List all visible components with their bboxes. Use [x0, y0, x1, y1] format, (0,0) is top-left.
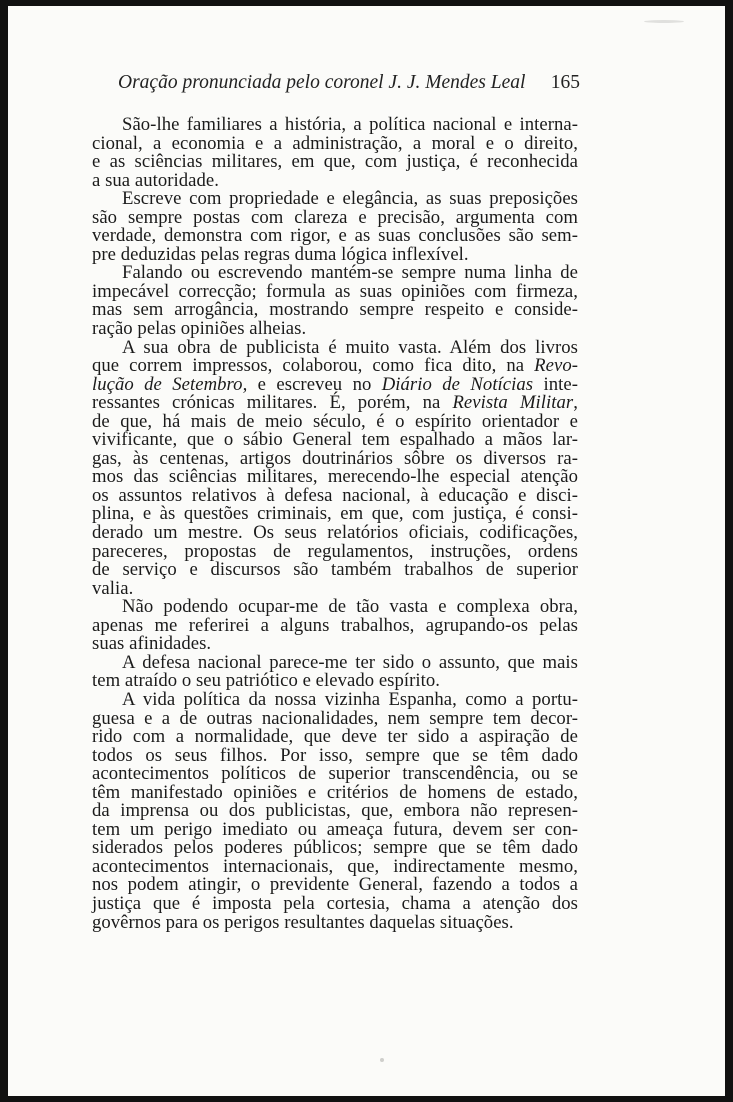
- text-line: os assuntos relativos à defesa nacional, à educação e disci-: [92, 484, 578, 506]
- text-line: da imprensa ou dos publicistas, que, embora não represen-: [92, 800, 578, 822]
- page-number: 165: [550, 72, 580, 93]
- text-line: derado um mestre. Os seus relatórios oficiais, codificações,: [92, 522, 578, 544]
- text-line: pre deduzidas pelas regras duma lógica inflexível.: [92, 243, 469, 265]
- text-line: tem um perigo imediato ou ameaça futura, devem ser con-: [92, 818, 578, 840]
- text-line: cional, a economia e a administração, a moral e o direito,: [92, 132, 578, 154]
- text-line: A sua obra de publicista é muito vasta. Além dos livros: [122, 336, 578, 358]
- paragraph: [92, 190, 578, 264]
- paragraph: [92, 651, 578, 692]
- text-line: apenas me referirei a alguns trabalhos, agrupando-os pelas: [92, 614, 578, 636]
- paragraph: [92, 116, 578, 190]
- text-line: mos das sciências militares, merecendo-lhe especial atenção: [92, 466, 578, 488]
- text-line: São-lhe familiares a história, a política nacional e interna-: [122, 114, 578, 135]
- text-line: tem atraído o seu patriótico e elevado espírito.: [92, 670, 440, 692]
- text-line: suas afinidades.: [92, 633, 212, 655]
- text-line: Não podendo ocupar-me de tão vasta e complexa obra,: [122, 596, 578, 618]
- text-line: acontecimentos internacionais, que, indirectamente mesmo,: [92, 855, 578, 877]
- text-line: siderados pelos poderes públicos; sempre que se têm dado: [92, 837, 578, 859]
- text-line: têm manifestado opiniões e critérios de homens de estado,: [92, 781, 578, 803]
- text-line: ressantes crónicas militares. É, porém, na Revista Militar,: [92, 392, 578, 414]
- text-line: pareceres, propostas de regulamentos, instruções, ordens: [92, 540, 578, 562]
- text-line: todos os seus filhos. Por isso, sempre que se têm dado: [92, 744, 578, 766]
- running-title: Oração pronunciada pelo coronel J. J. Mendes Leal: [118, 72, 526, 93]
- text-line: A vida política da nossa vizinha Espanha, como a portu-: [122, 688, 578, 710]
- text-line: justiça que é imposta pela cortesia, chama a atenção dos: [92, 892, 578, 914]
- text-line: verdade, demonstra com rigor, e as suas conclusões são sem-: [92, 225, 578, 247]
- text-line: Falando ou escrevendo mantém-se sempre numa linha de: [122, 262, 578, 284]
- text-line: valia.: [92, 577, 134, 599]
- text-line: govêrnos para os perigos resultantes daquelas situações.: [92, 911, 514, 933]
- text-line: vivificante, que o sábio General tem espalhado a mãos lar-: [92, 429, 578, 451]
- paragraph: [92, 336, 578, 599]
- text-line: e as sciências militares, em que, com justiça, é reconhecida: [92, 151, 578, 173]
- paper-speck: [644, 20, 684, 23]
- text-line: que correm impressos, colaborou, como fica dito, na Revo-: [92, 355, 578, 377]
- text-line: acontecimentos políticos de superior transcendência, ou se: [92, 763, 578, 785]
- text-line: Escreve com propriedade e elegância, as suas preposições: [122, 188, 578, 210]
- paragraph: [92, 688, 578, 933]
- text-line: guesa e a de outras nacionalidades, nem sempre tem decor-: [92, 707, 578, 729]
- text-line: mas sem arrogância, mostrando sempre respeito e conside-: [92, 299, 578, 321]
- body-text: [92, 116, 578, 932]
- text-line: plina, e às questões criminais, em que, com justiça, é consi-: [92, 503, 578, 525]
- text-line: são sempre postas com clareza e precisão, argumenta com: [92, 206, 578, 228]
- paper-speck: [380, 1058, 384, 1062]
- text-line: A defesa nacional parece-me ter sido o assunto, que mais: [122, 651, 578, 673]
- text-line: de que, há mais de meio século, é o espírito orientador e: [92, 410, 578, 432]
- text-line: ração pelas opiniões alheias.: [92, 318, 307, 340]
- paragraph: [92, 598, 578, 654]
- text-line: gas, às centenas, artigos doutrinários sôbre os diversos ra-: [92, 447, 578, 469]
- text-line: nos podem atingir, o previdente General, fazendo a todos a: [92, 874, 578, 896]
- text-line: de serviço e discursos são também trabalhos de superior: [92, 559, 578, 581]
- text-line: lução de Setembro, e escreveu no Diário de Notícias inte-: [92, 373, 578, 395]
- paragraph: [92, 264, 578, 338]
- book-page: [8, 6, 725, 1096]
- text-line: impecável correcção; formula as suas opiniões com firmeza,: [92, 280, 578, 302]
- text-line: a sua autoridade.: [92, 169, 219, 191]
- running-header: [118, 72, 580, 94]
- text-line: rido com a normalidade, que deve ter sido a aspiração de: [92, 726, 578, 748]
